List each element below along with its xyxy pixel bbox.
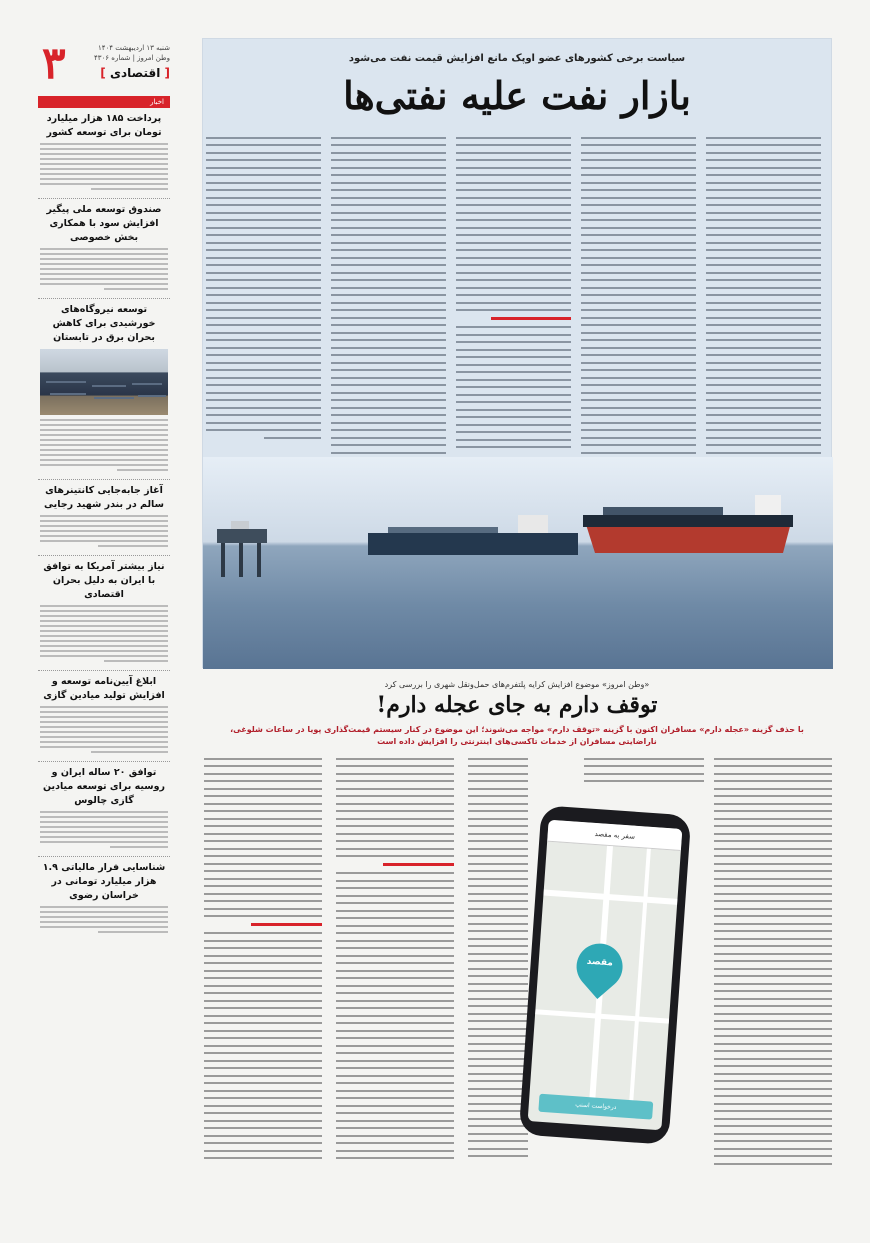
- feature-column: [456, 131, 571, 454]
- phone-illustration: [500, 790, 690, 1230]
- tanker-ship-icon: [368, 509, 578, 559]
- news-body: [40, 515, 168, 547]
- news-headline[interactable]: صندوق توسعه ملی پیگیر افزایش سود با همکاری بخش خصوصی: [46, 204, 162, 243]
- news-item[interactable]: [38, 556, 170, 671]
- news-body: [40, 811, 168, 848]
- news-body: [40, 143, 168, 190]
- app-header: سفر به مقصد: [547, 820, 682, 851]
- news-item[interactable]: [38, 857, 170, 941]
- news-body: [40, 248, 168, 290]
- news-bar: اخبار: [38, 96, 170, 108]
- feature-title: بازار نفت علیه نفتی‌ها: [343, 73, 691, 118]
- news-item[interactable]: [38, 108, 170, 199]
- side-column: [38, 38, 170, 1238]
- article-title: توقف دارم به جای عجله دارم!: [376, 692, 658, 718]
- article-lead: با حذف گزینه «عجله دارم» مسافران اکنون با گزینه «توقف دارم» مواجه می‌شوند؛ این موضوع در کنار سیستم قیمت‌گذاری پویا در ساعات شلوغی، ناراضایتی مسافران از خدمات تاکسی‌های اینترنتی را افزایش داده است: [230, 725, 804, 746]
- news-body: [40, 706, 168, 753]
- news-headline[interactable]: آغاز جابه‌جایی کانتینرهای سالم در بندر شهید رجایی: [44, 485, 164, 510]
- news-item[interactable]: [38, 199, 170, 299]
- news-headline[interactable]: توافق ۲۰ ساله ایران و روسیه برای توسعه میادین گازی چالوس: [42, 767, 166, 806]
- oil-tanker-photo: [203, 457, 833, 669]
- page-number: ۳: [42, 38, 66, 89]
- news-headline[interactable]: ابلاغ آیین‌نامه توسعه و افزایش تولید میادین گازی: [43, 676, 165, 701]
- news-item[interactable]: [38, 299, 170, 480]
- article-column: [204, 752, 322, 1165]
- news-item[interactable]: [38, 762, 170, 857]
- destination-label: مقصد: [586, 956, 614, 969]
- feature-column: [206, 131, 321, 444]
- article-kicker: «وطن امروز» موضوع افزایش کرایه پلتفرم‌های حمل‌ونقل شهری را بررسی کرد: [384, 680, 650, 689]
- news-headline[interactable]: نیاز بیشتر آمریکا به توافق با ایران به دلیل بحران اقتصادی: [43, 561, 165, 600]
- smartphone: [519, 805, 692, 1145]
- news-body: [40, 419, 168, 471]
- article-column: [584, 752, 704, 772]
- solar-panels-photo: [40, 349, 168, 415]
- news-item[interactable]: [38, 671, 170, 762]
- section-title: [ اقتصادی ]: [100, 66, 170, 80]
- article-column: [336, 752, 454, 1165]
- feature-column: [581, 131, 696, 467]
- news-body: [40, 906, 168, 933]
- news-headline[interactable]: شناسایی فرار مالیاتی ۱.۹ هزار میلیارد تومانی در خراسان رضوی: [42, 862, 166, 901]
- issue-date: شنبه ۱۳ اردیبهشت ۱۴۰۴: [98, 44, 170, 52]
- tanker-ship-icon: [583, 495, 793, 555]
- article-column: [714, 752, 832, 1170]
- section-label: اقتصادی: [109, 66, 161, 80]
- news-headline[interactable]: پرداخت ۱۸۵ هزار میلیارد تومان برای توسعه کشور: [46, 113, 162, 138]
- news-item[interactable]: [38, 480, 170, 556]
- news-body: [40, 605, 168, 662]
- issue-number: وطن امروز | شماره ۴۳۰۶: [94, 54, 170, 62]
- feature-column: [706, 131, 821, 467]
- oil-platform-icon: [211, 519, 281, 579]
- side-header: [38, 38, 170, 94]
- request-ride-button: درخواست اسنپ: [538, 1094, 653, 1120]
- oil-feature: [202, 38, 832, 668]
- phone-screen: [528, 820, 683, 1131]
- feature-subtitle: سیاست برخی کشورهای عضو اوپک مانع افزایش قیمت نفت می‌شود: [348, 53, 686, 64]
- feature-column: [331, 131, 446, 467]
- news-headline[interactable]: توسعه نیروگاه‌های خورشیدی برای کاهش بحران برق در تابستان: [52, 304, 156, 343]
